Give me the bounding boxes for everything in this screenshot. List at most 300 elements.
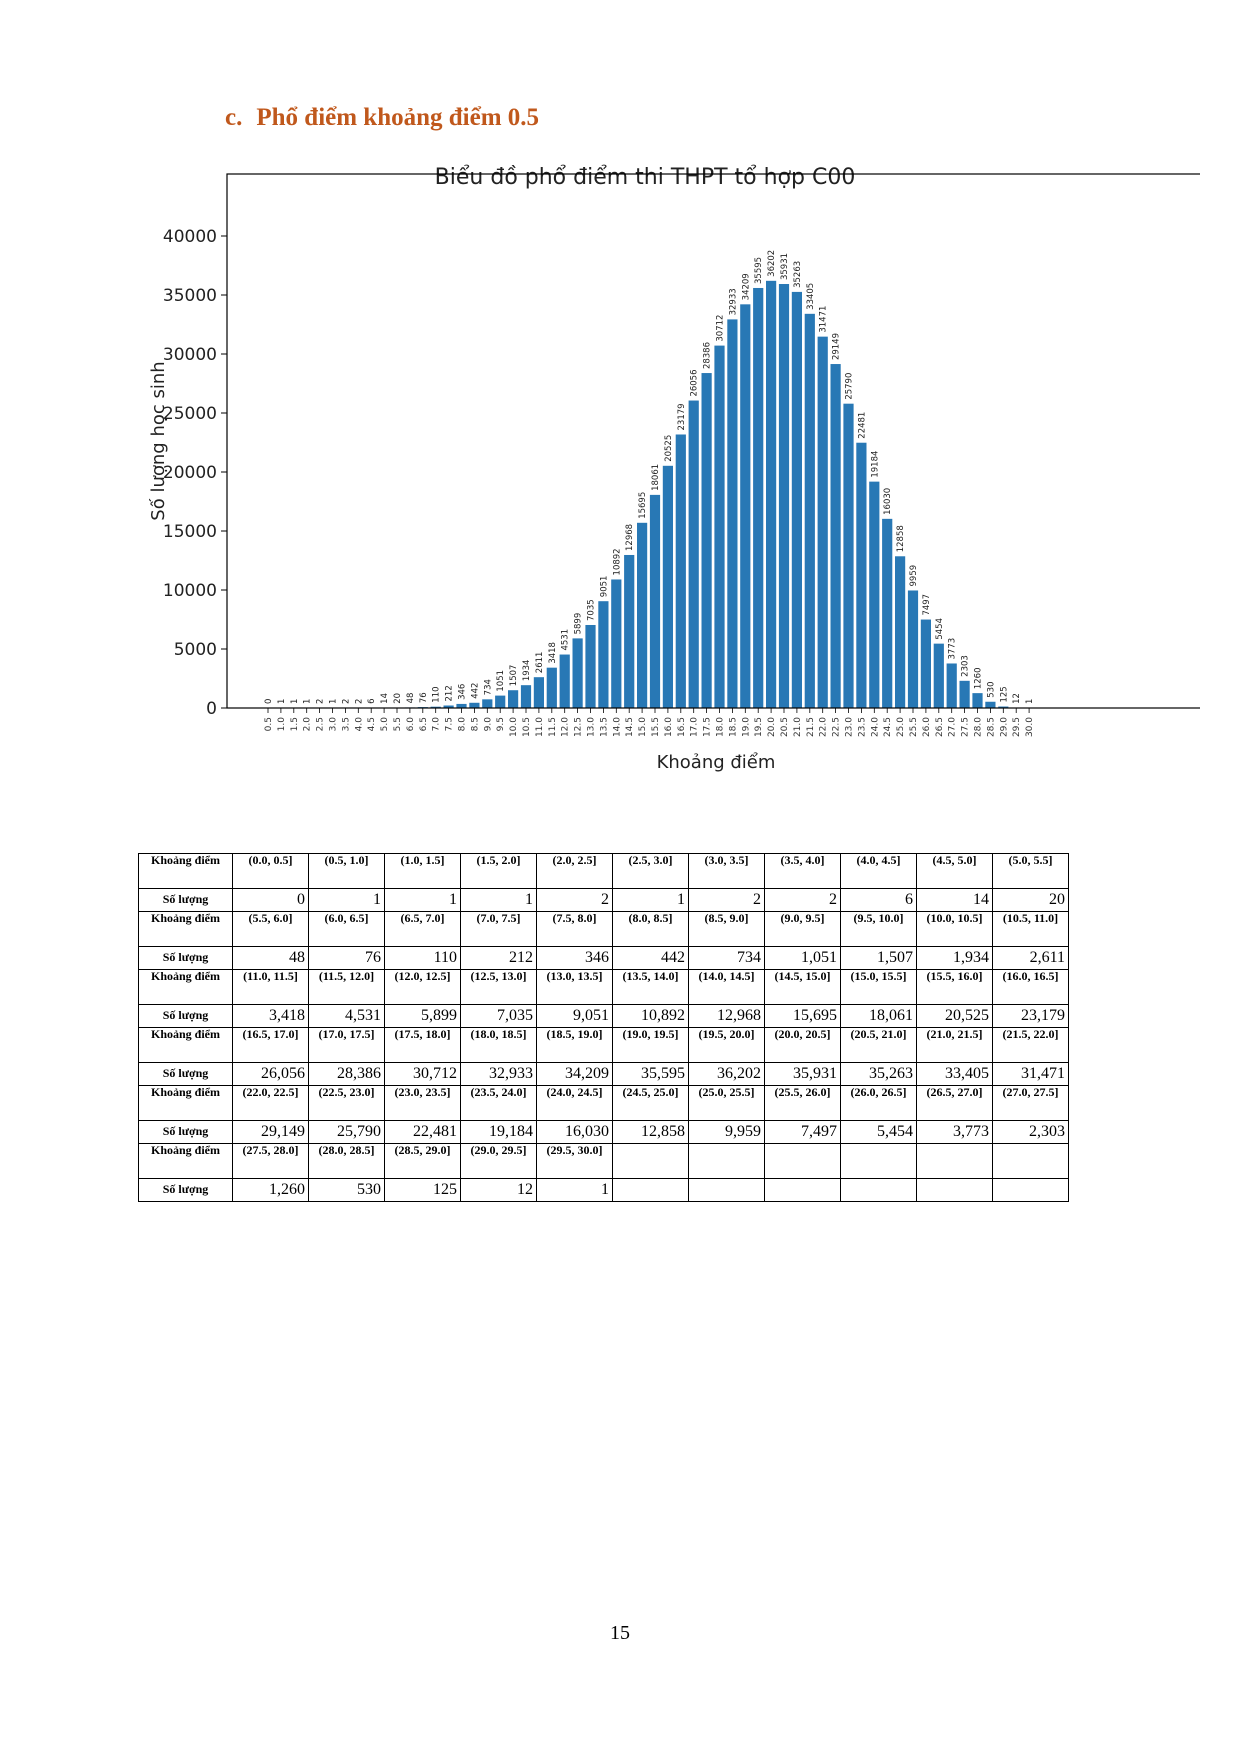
x-tick-label: 15.0 — [638, 717, 649, 738]
count-cell: 346 — [537, 947, 613, 970]
range-row-label: Khoảng điểm — [139, 1144, 233, 1179]
y-tick-label: 25000 — [162, 404, 217, 424]
range-cell: (23.5, 24.0] — [461, 1086, 537, 1121]
range-cell: (5.0, 5.5] — [993, 854, 1069, 889]
bar-value-label: 35931 — [780, 252, 790, 281]
bar-value-label: 3418 — [547, 642, 558, 664]
bar-value-label: 20525 — [663, 434, 674, 462]
x-tick-label: 26.0 — [921, 717, 932, 738]
section-number: c. — [225, 104, 243, 131]
x-tick-label: 21.0 — [792, 717, 803, 738]
range-cell: (8.0, 8.5] — [613, 912, 689, 947]
count-cell: 9,051 — [537, 1005, 613, 1028]
count-cell: 1,934 — [917, 947, 993, 970]
bar-value-label: 734 — [483, 679, 494, 696]
bar — [585, 625, 595, 708]
bar-value-label: 35263 — [792, 260, 803, 288]
count-cell: 26,056 — [233, 1063, 309, 1086]
range-cell: (19.5, 20.0] — [689, 1028, 765, 1063]
bar — [908, 590, 918, 708]
x-tick-label: 19.5 — [754, 717, 765, 738]
range-row — [139, 1144, 1069, 1179]
range-cell: (3.5, 4.0] — [765, 854, 841, 889]
range-cell: (20.5, 21.0] — [841, 1028, 917, 1063]
count-row — [139, 1179, 1069, 1202]
count-cell: 35,263 — [841, 1063, 917, 1086]
range-cell: (28.5, 29.0] — [385, 1144, 461, 1179]
count-cell: 32,933 — [461, 1063, 537, 1086]
count-row-label: Số lượng — [139, 1179, 233, 1202]
section-title: Phổ điểm khoảng điểm 0.5 — [256, 104, 540, 131]
count-cell: 20,525 — [917, 1005, 993, 1028]
x-tick-label: 24.0 — [870, 717, 881, 738]
x-tick-label: 8.0 — [457, 717, 468, 732]
range-cell — [993, 1144, 1069, 1179]
count-cell — [765, 1179, 841, 1202]
count-cell: 36,202 — [689, 1063, 765, 1086]
range-cell — [689, 1144, 765, 1179]
range-cell: (29.5, 30.0] — [537, 1144, 613, 1179]
bar-value-label: 1 — [1025, 698, 1036, 704]
count-cell: 1,051 — [765, 947, 841, 970]
count-cell: 1,260 — [233, 1179, 309, 1202]
bar — [934, 644, 944, 708]
count-cell: 3,418 — [233, 1005, 309, 1028]
x-tick-label: 10.0 — [509, 717, 520, 738]
bar-value-label: 0 — [264, 698, 274, 704]
bar-value-label: 9051 — [599, 575, 610, 598]
bar-value-label: 1260 — [973, 667, 984, 690]
bar — [469, 703, 479, 708]
bar-value-label: 48 — [405, 692, 416, 704]
count-cell: 110 — [385, 947, 461, 970]
bar — [689, 401, 699, 708]
y-axis-label: Số lượng học sinh — [148, 361, 169, 521]
range-cell: (12.0, 12.5] — [385, 970, 461, 1005]
bar-value-label: 12 — [1012, 693, 1023, 704]
bar — [547, 668, 557, 708]
range-cell: (19.0, 19.5] — [613, 1028, 689, 1063]
x-tick-label: 25.5 — [909, 717, 919, 738]
bar-value-label: 26056 — [689, 369, 700, 397]
range-row — [139, 1028, 1069, 1063]
x-tick-label: 22.5 — [831, 717, 842, 738]
count-cell — [917, 1179, 993, 1202]
bar-value-label: 10892 — [612, 548, 623, 576]
bar — [831, 364, 841, 708]
x-tick-label: 26.5 — [934, 717, 945, 738]
range-cell: (26.0, 26.5] — [841, 1086, 917, 1121]
count-row-label: Số lượng — [139, 1005, 233, 1028]
bar-value-label: 1 — [328, 698, 339, 704]
x-tick-label: 9.0 — [483, 717, 494, 732]
range-row — [139, 1086, 1069, 1121]
range-cell: (25.5, 26.0] — [765, 1086, 841, 1121]
range-cell — [613, 1144, 689, 1179]
bar-value-label: 12858 — [896, 525, 907, 553]
count-cell: 1 — [309, 889, 385, 912]
bar — [779, 284, 789, 708]
count-cell: 0 — [233, 889, 309, 912]
x-tick-label: 18.0 — [715, 717, 726, 738]
range-row — [139, 970, 1069, 1005]
count-cell: 10,892 — [613, 1005, 689, 1028]
count-cell: 5,454 — [841, 1121, 917, 1144]
count-cell: 7,035 — [461, 1005, 537, 1028]
x-axis — [264, 708, 1035, 737]
x-tick-label: 7.0 — [431, 717, 442, 732]
range-cell: (17.5, 18.0] — [385, 1028, 461, 1063]
y-tick-label: 0 — [206, 699, 217, 719]
count-cell: 9,959 — [689, 1121, 765, 1144]
count-row — [139, 1121, 1069, 1144]
x-tick-label: 4.5 — [367, 717, 378, 732]
bar — [573, 638, 583, 708]
range-cell: (12.5, 13.0] — [461, 970, 537, 1005]
bar-value-label: 6 — [367, 698, 378, 704]
range-cell: (18.5, 19.0] — [537, 1028, 613, 1063]
x-tick-label: 12.5 — [573, 717, 584, 738]
count-cell: 2 — [765, 889, 841, 912]
count-cell: 2 — [689, 889, 765, 912]
bar-value-label: 15695 — [638, 491, 649, 519]
range-cell: (11.5, 12.0] — [309, 970, 385, 1005]
count-cell: 14 — [917, 889, 993, 912]
bar — [921, 620, 931, 708]
bar-value-label: 34209 — [741, 273, 752, 301]
bar-value-label: 4531 — [560, 628, 571, 651]
x-tick-label: 23.5 — [857, 717, 868, 738]
count-cell: 2 — [537, 889, 613, 912]
range-cell: (26.5, 27.0] — [917, 1086, 993, 1121]
bar-value-label: 12968 — [625, 523, 636, 551]
bar — [895, 556, 905, 708]
range-cell — [841, 1144, 917, 1179]
bar — [624, 555, 634, 708]
x-tick-label: 17.0 — [689, 717, 700, 738]
bar — [714, 346, 724, 708]
range-cell: (8.5, 9.0] — [689, 912, 765, 947]
bar — [740, 304, 750, 708]
range-cell: (10.0, 10.5] — [917, 912, 993, 947]
bar — [792, 292, 802, 708]
bar — [560, 655, 570, 708]
x-tick-label: 22.0 — [818, 717, 829, 738]
bar-value-label: 1 — [276, 698, 287, 704]
range-cell: (27.0, 27.5] — [993, 1086, 1069, 1121]
x-tick-label: 13.5 — [599, 717, 610, 738]
range-cell: (29.0, 29.5] — [461, 1144, 537, 1179]
range-cell: (4.0, 4.5] — [841, 854, 917, 889]
bar — [482, 699, 492, 708]
range-cell: (14.5, 15.0] — [765, 970, 841, 1005]
range-cell: (23.0, 23.5] — [385, 1086, 461, 1121]
range-cell: (21.5, 22.0] — [993, 1028, 1069, 1063]
count-cell: 442 — [613, 947, 689, 970]
bar-value-label: 22481 — [857, 411, 868, 439]
range-cell: (2.5, 3.0] — [613, 854, 689, 889]
bar — [663, 466, 673, 708]
range-cell: (18.0, 18.5] — [461, 1028, 537, 1063]
x-tick-label: 11.0 — [534, 717, 545, 738]
range-cell: (13.5, 14.0] — [613, 970, 689, 1005]
bar-value-label: 1507 — [509, 664, 520, 687]
x-tick-label: 18.5 — [728, 717, 739, 738]
x-tick-label: 21.5 — [805, 717, 816, 738]
x-tick-label: 9.5 — [496, 717, 507, 732]
bar — [818, 337, 828, 708]
x-tick-label: 2.0 — [302, 717, 313, 732]
count-cell: 12,968 — [689, 1005, 765, 1028]
range-row-label: Khoảng điểm — [139, 970, 233, 1005]
count-cell: 5,899 — [385, 1005, 461, 1028]
range-cell: (28.0, 28.5] — [309, 1144, 385, 1179]
y-tick-label: 5000 — [173, 640, 217, 660]
range-cell: (24.5, 25.0] — [613, 1086, 689, 1121]
bar — [882, 519, 892, 708]
plot-frame — [227, 174, 1200, 708]
count-row-label: Số lượng — [139, 947, 233, 970]
bar-value-label: 76 — [418, 692, 429, 704]
bar — [611, 579, 621, 708]
range-cell: (21.0, 21.5] — [917, 1028, 993, 1063]
bar — [637, 523, 647, 708]
bar-value-label: 18061 — [651, 463, 661, 491]
x-tick-label: 28.5 — [986, 717, 997, 738]
chart-title: Biểu đồ phổ điểm thi THPT tổ hợp C00 — [434, 165, 856, 190]
y-tick-label: 30000 — [162, 345, 217, 365]
bar-value-label: 1 — [302, 698, 313, 704]
x-tick-label: 3.0 — [328, 717, 339, 732]
x-tick-label: 29.5 — [1012, 717, 1023, 738]
x-tick-label: 1.5 — [289, 717, 300, 732]
count-row — [139, 1063, 1069, 1086]
bar-value-label: 110 — [431, 686, 442, 703]
bar — [985, 702, 995, 708]
bar-value-label: 7035 — [586, 599, 597, 621]
range-cell: (17.0, 17.5] — [309, 1028, 385, 1063]
count-cell: 31,471 — [993, 1063, 1069, 1086]
bar-value-label: 33405 — [805, 282, 816, 310]
x-tick-label: 6.0 — [405, 717, 416, 732]
bar-value-label: 25790 — [844, 372, 855, 400]
bar-value-label: 2611 — [534, 651, 545, 674]
bar — [702, 373, 712, 708]
count-cell: 125 — [385, 1179, 461, 1202]
bar-value-label: 1 — [289, 698, 300, 704]
x-tick-label: 4.0 — [354, 717, 365, 732]
x-tick-label: 16.0 — [663, 717, 674, 738]
y-tick-label: 15000 — [162, 522, 217, 542]
range-cell: (5.5, 6.0] — [233, 912, 309, 947]
x-tick-label: 13.0 — [586, 717, 597, 738]
bar-value-label: 530 — [986, 681, 997, 698]
count-row-label: Số lượng — [139, 1063, 233, 1086]
x-tick-label: 3.5 — [341, 717, 352, 732]
count-cell: 4,531 — [309, 1005, 385, 1028]
score-table — [138, 853, 1069, 1202]
range-cell: (14.0, 14.5] — [689, 970, 765, 1005]
x-tick-label: 27.5 — [960, 717, 971, 738]
count-row — [139, 889, 1069, 912]
range-row-label: Khoảng điểm — [139, 1086, 233, 1121]
count-row-label: Số lượng — [139, 889, 233, 912]
range-cell: (9.5, 10.0] — [841, 912, 917, 947]
y-tick-label: 40000 — [162, 227, 217, 247]
section-heading — [225, 104, 539, 132]
bar-value-label: 19184 — [870, 450, 881, 478]
count-cell: 29,149 — [233, 1121, 309, 1144]
bar — [843, 404, 853, 708]
x-tick-label: 27.0 — [947, 717, 958, 738]
x-tick-label: 19.0 — [741, 717, 752, 738]
range-cell: (7.0, 7.5] — [461, 912, 537, 947]
count-cell: 19,184 — [461, 1121, 537, 1144]
range-cell — [765, 1144, 841, 1179]
bar — [495, 696, 505, 708]
range-cell: (4.5, 5.0] — [917, 854, 993, 889]
bar-value-label: 36202 — [767, 249, 778, 277]
count-cell: 18,061 — [841, 1005, 917, 1028]
count-cell: 1 — [385, 889, 461, 912]
range-cell: (27.5, 28.0] — [233, 1144, 309, 1179]
bar-value-label: 31471 — [818, 305, 829, 333]
bar-value-label: 16030 — [883, 487, 894, 515]
count-cell: 76 — [309, 947, 385, 970]
bar-group — [264, 250, 1035, 708]
bar-value-label: 2303 — [960, 655, 971, 677]
bar-value-label: 7497 — [921, 593, 932, 616]
range-row-label: Khoảng điểm — [139, 854, 233, 889]
bar — [805, 314, 815, 708]
count-cell: 6 — [841, 889, 917, 912]
bar — [960, 681, 970, 708]
x-tick-label: 28.0 — [973, 717, 984, 738]
count-cell: 2,303 — [993, 1121, 1069, 1144]
range-cell: (16.0, 16.5] — [993, 970, 1069, 1005]
bar-value-label: 29149 — [831, 332, 842, 361]
range-cell: (0.0, 0.5] — [233, 854, 309, 889]
score-distribution-chart — [140, 158, 1200, 828]
count-cell: 33,405 — [917, 1063, 993, 1086]
count-row — [139, 1005, 1069, 1028]
count-cell: 12 — [461, 1179, 537, 1202]
range-cell: (0.5, 1.0] — [309, 854, 385, 889]
bar-value-label: 35595 — [754, 256, 765, 284]
y-tick-label: 35000 — [162, 286, 217, 306]
x-tick-label: 25.0 — [896, 717, 907, 738]
count-cell: 35,931 — [765, 1063, 841, 1086]
x-tick-label: 30.0 — [1025, 717, 1036, 738]
x-tick-label: 6.5 — [418, 717, 429, 732]
count-cell: 734 — [689, 947, 765, 970]
bar-value-label: 5454 — [934, 617, 945, 640]
y-tick-label: 20000 — [162, 463, 217, 483]
range-cell: (9.0, 9.5] — [765, 912, 841, 947]
range-cell: (24.0, 24.5] — [537, 1086, 613, 1121]
bar-value-label: 30712 — [715, 314, 726, 342]
bar — [650, 495, 660, 708]
range-cell: (6.0, 6.5] — [309, 912, 385, 947]
x-tick-label: 14.5 — [625, 717, 636, 738]
count-cell: 12,858 — [613, 1121, 689, 1144]
bar-value-label: 28386 — [702, 342, 713, 370]
bar — [508, 690, 518, 708]
x-tick-label: 20.5 — [780, 717, 790, 738]
count-cell: 20 — [993, 889, 1069, 912]
bar-value-label: 20 — [393, 692, 403, 704]
bar — [972, 693, 982, 708]
bar — [456, 704, 466, 708]
x-tick-label: 24.5 — [883, 717, 894, 738]
x-tick-label: 5.5 — [393, 717, 403, 732]
bar — [534, 677, 544, 708]
range-cell: (25.0, 25.5] — [689, 1086, 765, 1121]
bar-value-label: 2 — [341, 698, 352, 704]
bar-value-label: 1934 — [522, 659, 532, 682]
range-cell: (20.0, 20.5] — [765, 1028, 841, 1063]
y-tick-label: 10000 — [162, 581, 217, 601]
x-tick-label: 20.0 — [767, 717, 778, 738]
range-row-label: Khoảng điểm — [139, 912, 233, 947]
range-cell: (10.5, 11.0] — [993, 912, 1069, 947]
y-axis — [163, 227, 227, 719]
bar-value-label: 125 — [999, 686, 1010, 703]
count-cell: 23,179 — [993, 1005, 1069, 1028]
range-cell: (22.0, 22.5] — [233, 1086, 309, 1121]
x-tick-label: 11.5 — [547, 717, 558, 738]
bar-value-label: 14 — [380, 693, 391, 704]
count-cell: 1,507 — [841, 947, 917, 970]
count-cell: 34,209 — [537, 1063, 613, 1086]
count-cell: 28,386 — [309, 1063, 385, 1086]
range-cell: (22.5, 23.0] — [309, 1086, 385, 1121]
bar-value-label: 2 — [315, 698, 326, 704]
count-cell: 3,773 — [917, 1121, 993, 1144]
bar — [869, 482, 879, 708]
x-tick-label: 2.5 — [315, 717, 326, 732]
range-cell: (1.5, 2.0] — [461, 854, 537, 889]
range-cell: (7.5, 8.0] — [537, 912, 613, 947]
bar-value-label: 3773 — [947, 637, 958, 660]
bar-value-label: 5899 — [573, 612, 584, 635]
x-axis-label: Khoảng điểm — [656, 752, 776, 773]
x-tick-label: 23.0 — [844, 717, 855, 738]
x-tick-label: 12.0 — [560, 717, 571, 738]
x-tick-label: 15.5 — [651, 717, 661, 738]
range-cell: (1.0, 1.5] — [385, 854, 461, 889]
x-tick-label: 29.0 — [999, 717, 1010, 738]
count-cell: 30,712 — [385, 1063, 461, 1086]
count-cell — [841, 1179, 917, 1202]
bar — [856, 443, 866, 708]
count-cell — [689, 1179, 765, 1202]
x-tick-label: 10.5 — [522, 717, 532, 738]
x-tick-label: 8.5 — [470, 717, 481, 732]
bar — [766, 281, 776, 708]
bar — [727, 319, 737, 708]
range-row-label: Khoảng điểm — [139, 1028, 233, 1063]
range-row — [139, 912, 1069, 947]
range-cell: (13.0, 13.5] — [537, 970, 613, 1005]
bar-value-label: 23179 — [676, 403, 687, 431]
x-tick-label: 16.5 — [676, 717, 687, 738]
count-row — [139, 947, 1069, 970]
count-cell: 530 — [309, 1179, 385, 1202]
count-cell: 1 — [613, 889, 689, 912]
x-tick-label: 14.0 — [612, 717, 623, 738]
bar — [947, 663, 957, 708]
